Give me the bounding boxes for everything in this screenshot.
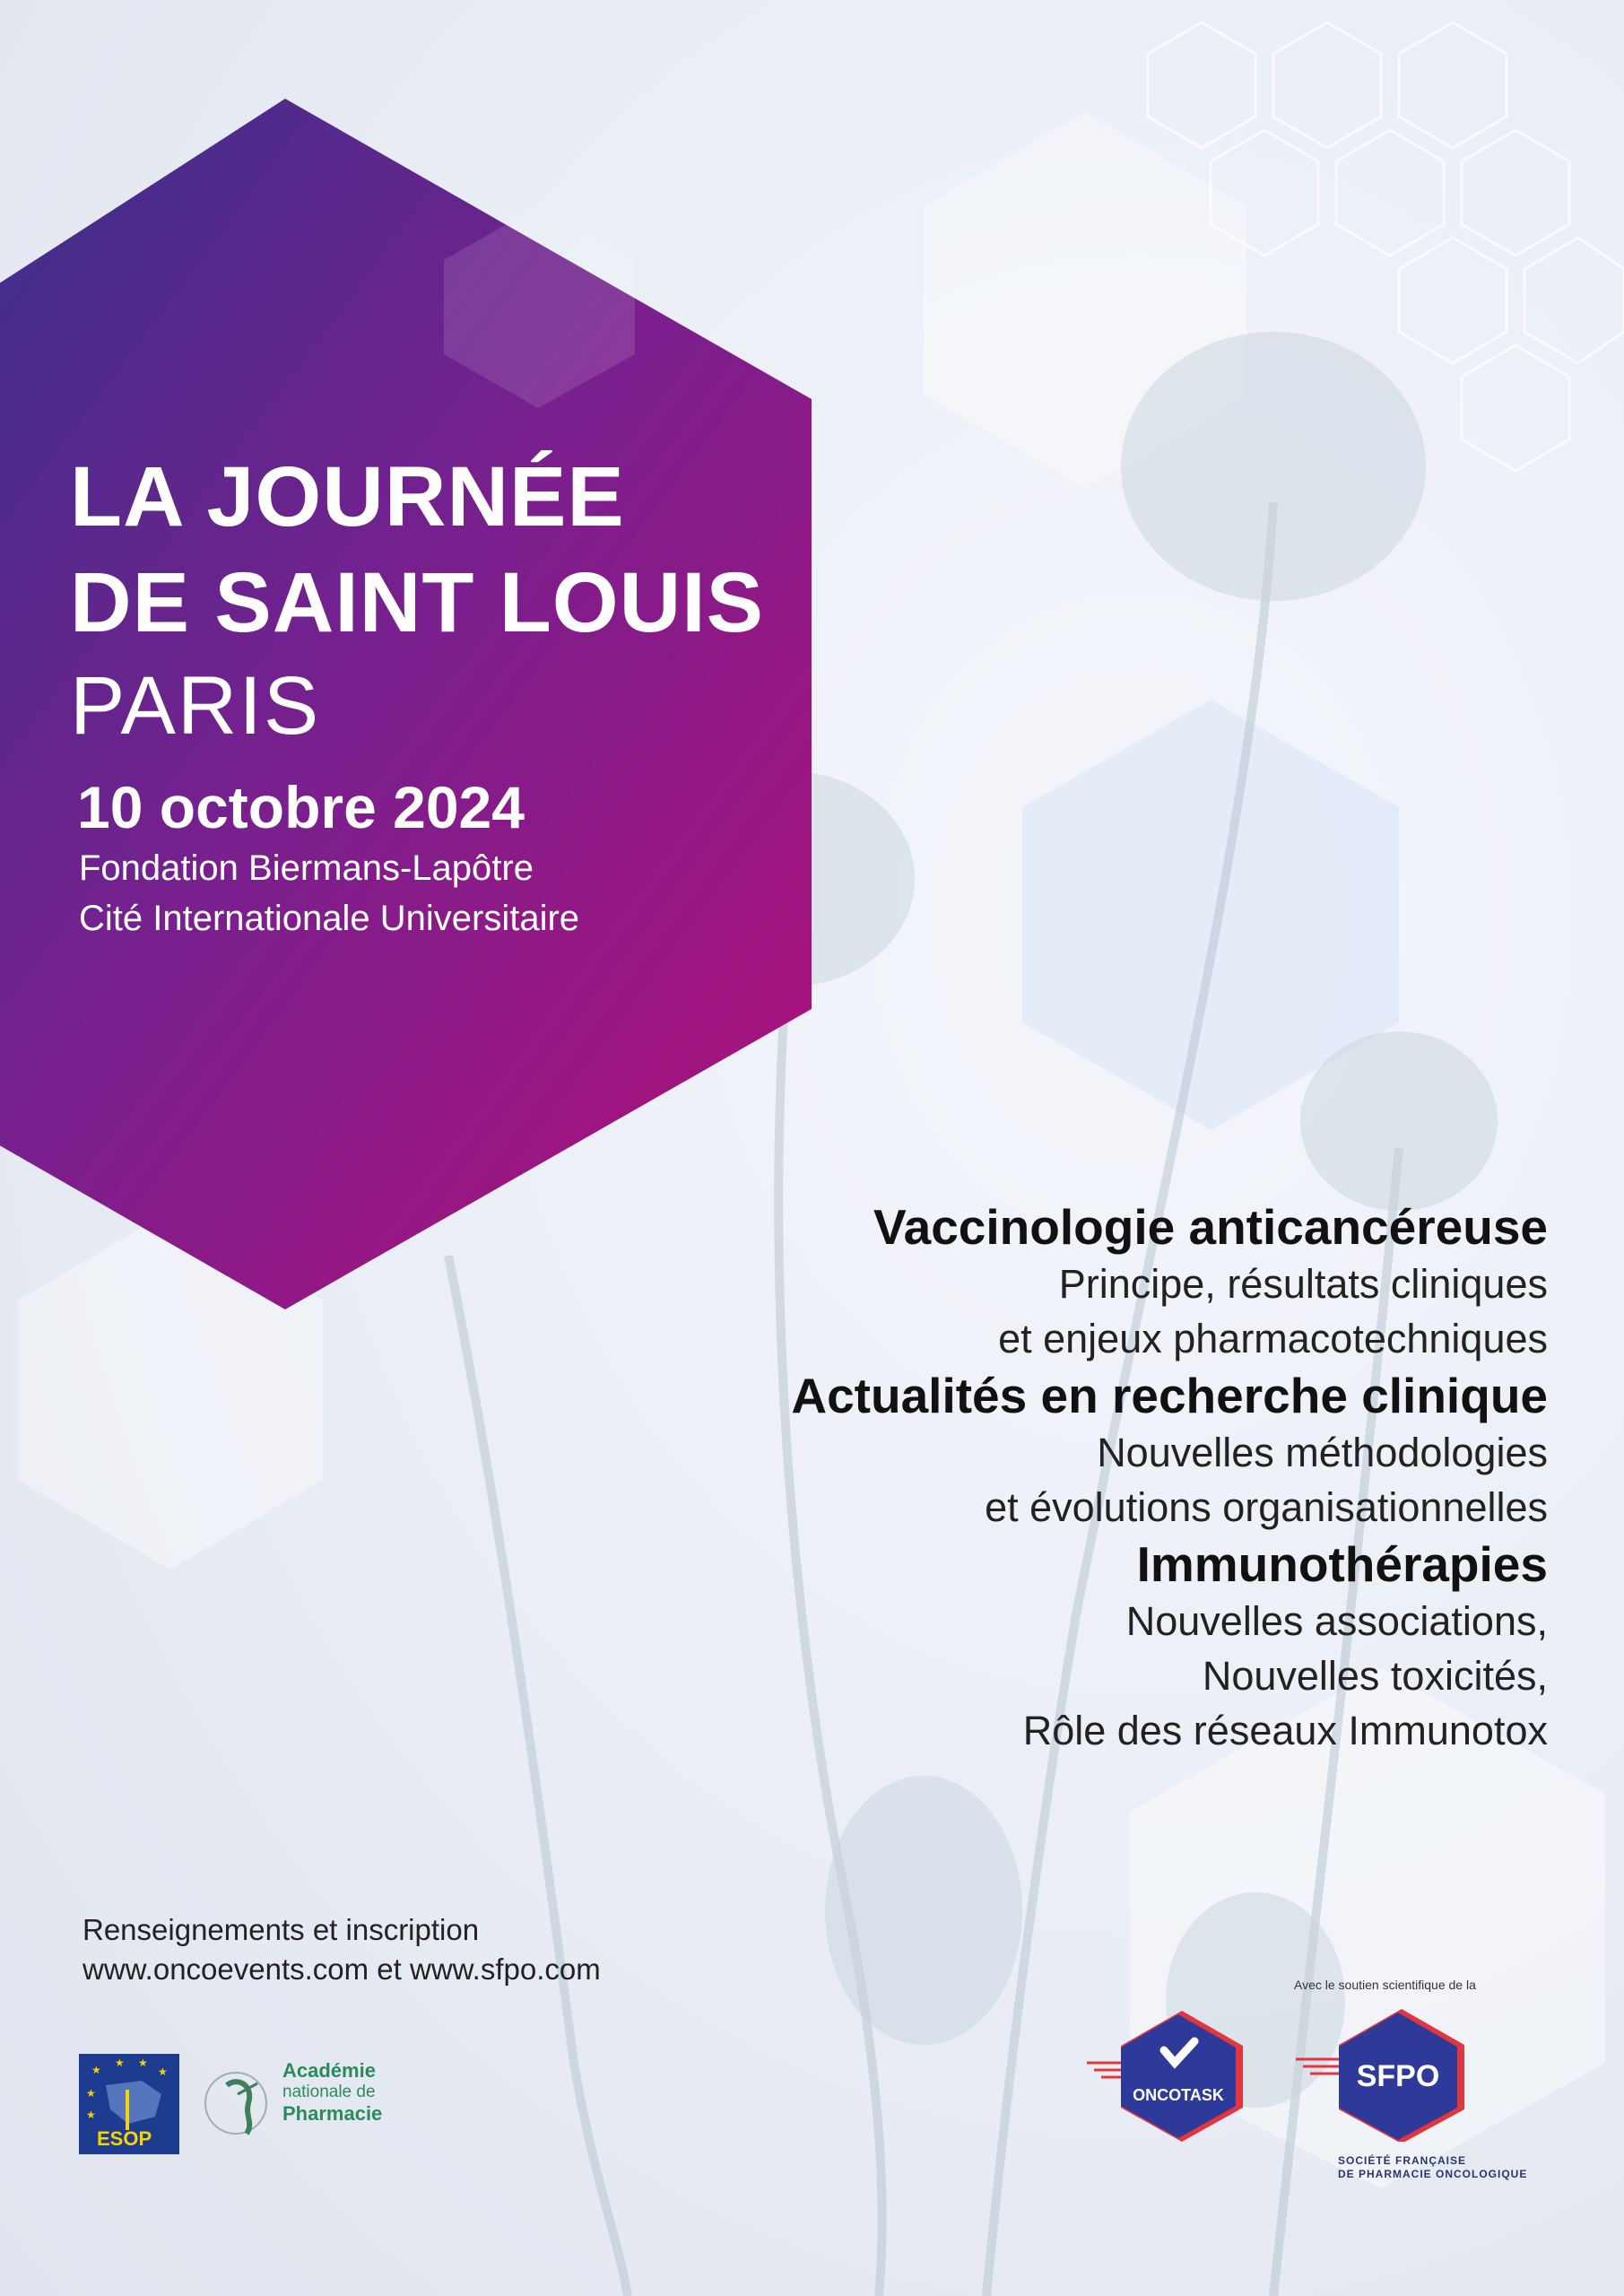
topic-line: et évolutions organisationnelles: [985, 1484, 1548, 1530]
topic-line: Nouvelles associations,: [1125, 1598, 1548, 1644]
event-city: PARIS: [70, 660, 321, 752]
venue-line-1: Fondation Biermans-Lapôtre: [79, 848, 534, 888]
topic-title: Actualités en recherche clinique: [791, 1368, 1548, 1423]
registration-links[interactable]: www.oncoevents.com et www.sfpo.com: [83, 1952, 601, 1986]
topic-line: Nouvelles toxicités,: [1202, 1653, 1548, 1699]
academie-logo: [202, 2058, 399, 2157]
svg-text:★: ★: [86, 2109, 96, 2121]
academie-line-2: nationale de: [282, 2083, 376, 2101]
event-date: 10 octobre 2024: [77, 774, 525, 840]
registration-info: [83, 1910, 601, 1989]
academie-line-1: Académie: [282, 2059, 376, 2082]
academie-name: [282, 2060, 382, 2125]
svg-text:★: ★: [91, 2064, 101, 2076]
oncotask-logo: [1085, 2007, 1255, 2142]
topic-title: Immunothérapies: [1136, 1536, 1548, 1592]
program-topics: [561, 1197, 1548, 1758]
topic-line: et enjeux pharmacotechniques: [998, 1316, 1548, 1361]
sfpo-caption-line-1: SOCIÉTÉ FRANÇAISE: [1338, 2154, 1467, 2167]
support-label: Avec le soutien scientifique de la: [1294, 1978, 1476, 1992]
sfpo-caption: [1338, 2154, 1527, 2181]
esop-logo: [79, 2054, 179, 2154]
svg-text:★: ★: [138, 2057, 148, 2069]
svg-text:★: ★: [86, 2087, 96, 2100]
registration-label: Renseignements et inscription: [83, 1913, 480, 1946]
esop-label: ESOP: [97, 2127, 152, 2150]
oncotask-label: ONCOTASK: [1133, 2086, 1224, 2104]
venue-line-2: Cité Internationale Universitaire: [79, 899, 580, 938]
topic-line: Nouvelles méthodologies: [1097, 1430, 1548, 1475]
sfpo-caption-line-2: DE PHARMACIE ONCOLOGIQUE: [1338, 2168, 1528, 2180]
academie-emblem-icon: [202, 2058, 282, 2148]
academie-line-3: Pharmacie: [282, 2102, 383, 2125]
sfpo-logo: [1296, 2007, 1475, 2142]
sfpo-label: SFPO: [1356, 2059, 1440, 2093]
title-line-1: LA JOURNÉE: [70, 449, 625, 544]
topic-title: Vaccinologie anticancéreuse: [873, 1199, 1548, 1255]
event-title: [70, 444, 764, 656]
topic-line: Principe, résultats cliniques: [1058, 1261, 1548, 1307]
svg-text:★: ★: [115, 2057, 125, 2069]
title-line-2: DE SAINT LOUIS: [70, 555, 765, 650]
svg-text:★: ★: [158, 2066, 168, 2078]
topic-line: Rôle des réseaux Immunotox: [1022, 1708, 1548, 1753]
